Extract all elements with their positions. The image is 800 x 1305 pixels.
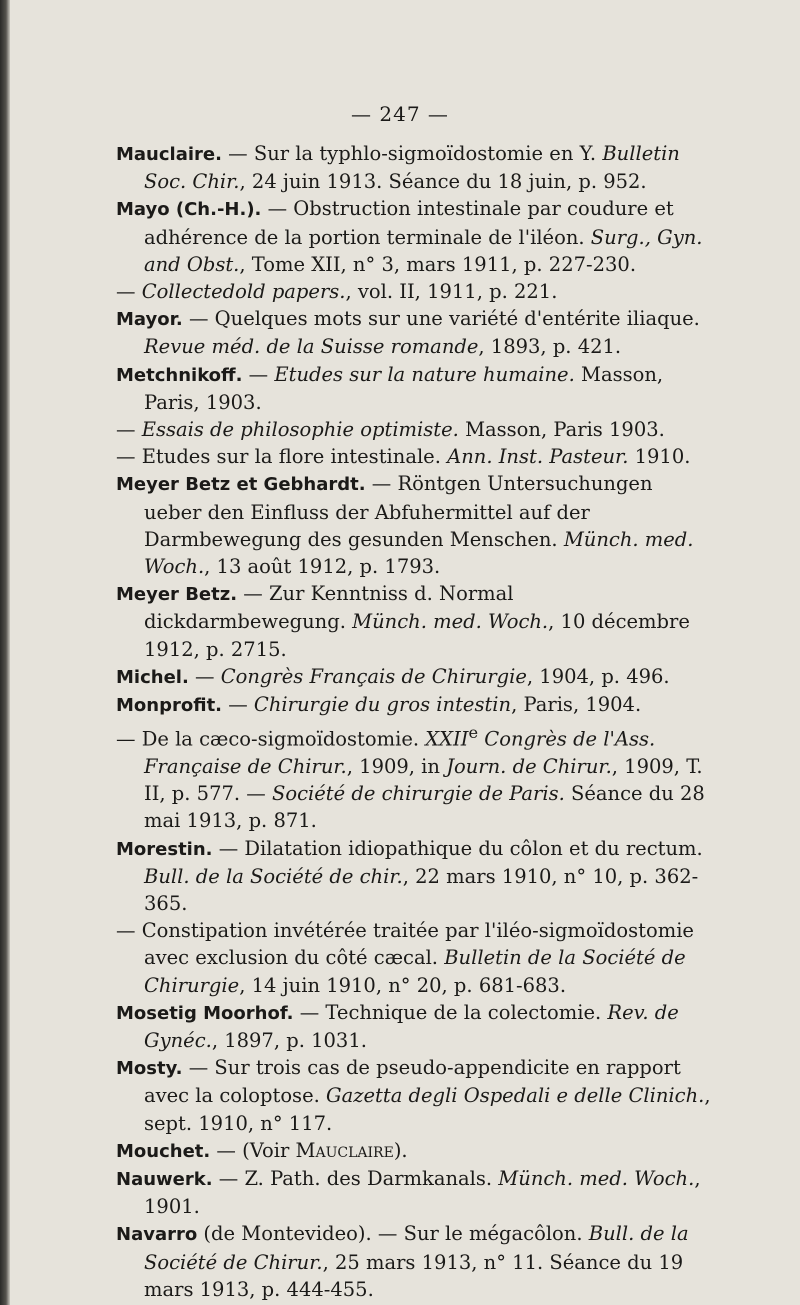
entry-author: Mayo (Ch.-H.).: [116, 199, 262, 221]
entry-text: —: [116, 418, 142, 442]
entry-author: Mouchet.: [116, 1140, 211, 1162]
citation-title: Rev. de Gynéc.: [144, 1000, 679, 1052]
entry-text: , 1904, p. 496.: [526, 664, 670, 688]
entry-text: , Tome XII, n° 3, mars 1911, p. 227-230.: [239, 252, 637, 276]
bibliography-subentry: [116, 719, 716, 834]
entry-text: — Etudes sur la flore intestinale.: [116, 445, 448, 469]
bibliography-entry: [116, 691, 716, 719]
bibliography-entry: [116, 1165, 716, 1220]
citation-title: XXII: [425, 727, 469, 751]
entry-text: — Technique de la colectomie.: [293, 1000, 608, 1024]
entry-author: Michel.: [116, 666, 189, 688]
entry-text: Masson, Paris, 1903.: [144, 362, 664, 414]
bibliography-entry: [116, 470, 716, 580]
entry-text: — Zur Kenntniss d. Normal dickdarmbewegung.: [144, 582, 514, 634]
citation-title: Münch. med. Woch.: [352, 610, 549, 634]
citation-title: Essais de philosophie optimiste.: [141, 418, 459, 442]
page-binding-edge: [0, 0, 10, 1305]
entry-text: — Quelques mots sur une variété d'entérite iliaque.: [182, 307, 700, 331]
entry-text: , 22 mars 1910, n° 10, p. 362-365.: [144, 864, 699, 915]
citation-title: Bull. de la Société de chir.: [144, 864, 403, 888]
entry-text: Masson, Paris 1903.: [458, 418, 665, 442]
bibliography-subentry: [116, 278, 716, 305]
entry-author: Morestin.: [116, 838, 213, 860]
bibliography-entry: [116, 835, 716, 918]
bibliography-subentry: [116, 443, 716, 470]
entry-text: —: [116, 280, 142, 304]
citation-title: Revue méd. de la Suisse romande: [144, 335, 479, 359]
entry-text: , 13 août 1912, p. 1793.: [204, 555, 441, 579]
entry-author: Monprofit.: [116, 695, 223, 717]
entry-text: — Dilatation idiopathique du côlon et du rectum.: [212, 836, 703, 860]
bibliography-entry: [116, 1220, 716, 1303]
entry-text: , 14 juin 1910, n° 20, p. 681-683.: [239, 973, 567, 997]
entry-text: —: [222, 693, 254, 717]
entry-author: Mayor.: [116, 309, 183, 331]
entry-text: — De la cæco-sigmoïdostomie.: [116, 727, 426, 751]
bibliography-entry: [116, 140, 716, 195]
entry-text: , sept. 1910, n° 117.: [144, 1084, 711, 1135]
page-number: — 247 —: [351, 102, 449, 126]
entry-author: Nauwerk.: [116, 1169, 213, 1191]
entry-author: Metchnikoff.: [116, 364, 243, 386]
entry-text: — Sur trois cas de pseudo-appendicite en rapport avec la coloptose.: [144, 1056, 681, 1108]
bibliography-entry: [116, 361, 716, 416]
citation-title: Congrès Français de Chirurgie: [220, 664, 527, 688]
bibliography-list: [116, 140, 716, 1303]
entry-text: e: [468, 723, 479, 743]
entry-author: Meyer Betz.: [116, 584, 238, 606]
bibliography-entry: [116, 305, 716, 360]
citation-title: Surg., Gyn. and Obst.: [144, 225, 703, 276]
citation-title: Gazetta degli Ospedali e delle Clinich.: [326, 1084, 705, 1108]
entry-author: Meyer Betz et Gebhardt.: [116, 474, 366, 496]
entry-text: — Sur la typhlo-sigmoïdostomie en Y.: [221, 142, 603, 165]
citation-title: Ann. Inst. Pasteur.: [447, 445, 629, 469]
entry-text: , 1909, T. II, p. 577. —: [144, 754, 703, 806]
citation-title: Congrès de l'Ass. Française de Chirur.: [144, 727, 656, 778]
citation-title: Bulletin de la Société de Chirurgie: [144, 946, 686, 997]
entry-text: —: [188, 664, 221, 688]
entry-text: — Z. Path. des Darmkanals.: [212, 1167, 499, 1191]
entry-text: — Obstruction intestinale par coudure et adhérence de la portion terminale de l'iléon.: [144, 197, 674, 249]
entry-author: Mosetig Moorhof.: [116, 1002, 294, 1024]
entry-text: , 24 juin 1913. Séance du 18 juin, p. 952.: [239, 170, 647, 194]
citation-title: Société de chirurgie de Paris.: [272, 782, 565, 806]
citation-title: Etudes sur la nature humaine.: [274, 362, 575, 386]
citation-title: Journ. de Chirur.: [446, 754, 612, 778]
bibliography-subentry: [116, 416, 716, 443]
entry-text: , 25 mars 1913, n° 11. Séance du 19 mars 1913, p. 444-455.: [144, 1250, 684, 1301]
bibliography-subentry: [116, 917, 716, 999]
entry-text: 1910.: [628, 445, 691, 469]
citation-title: Bull. de la Société de Chirur.: [144, 1222, 689, 1274]
entry-text: , 1901.: [144, 1167, 701, 1219]
citation-title: Bulletin Soc. Chir.: [144, 142, 680, 194]
bibliography-entry: [116, 663, 716, 691]
entry-text: , 1893, p. 421.: [478, 335, 622, 359]
entry-text: Mauclaire: [295, 1138, 394, 1162]
citation-title: Collectedold papers.: [141, 280, 346, 304]
entry-text: , vol. II, 1911, p. 221.: [345, 280, 558, 304]
entry-author: Mauclaire.: [116, 144, 222, 165]
entry-text: — (Voir: [210, 1138, 296, 1162]
citation-title: Chirurgie du gros intestin: [253, 693, 512, 717]
entry-text: ).: [393, 1138, 408, 1162]
entry-text: , 1897, p. 1031.: [211, 1029, 367, 1052]
citation-title: Münch. med. Woch.: [498, 1167, 695, 1191]
entry-text: — Constipation invétérée traitée par l'iléo-sigmoïdostomie avec exclusion du côté cæcal.: [116, 919, 694, 970]
entry-text: , Paris, 1904.: [511, 693, 642, 717]
entry-author: Mosty.: [116, 1058, 183, 1080]
entry-author: Navarro: [116, 1224, 198, 1246]
bibliography-entry: [116, 195, 716, 278]
entry-text: — Röntgen Untersuchungen ueber den Einfluss der Abfuhermittel auf der Darmbewegung des gesunden Menschen.: [144, 472, 653, 551]
bibliography-entry: [116, 999, 716, 1054]
bibliography-entry: [116, 580, 716, 663]
entry-text: , 1909, in: [346, 754, 447, 778]
bibliography-entry: [116, 1137, 716, 1165]
entry-text: (de Montevideo). — Sur le mégacôlon.: [197, 1222, 589, 1246]
entry-text: Séance du 28 mai 1913, p. 871.: [144, 782, 705, 833]
entry-text: , 10 décembre 1912, p. 2715.: [144, 610, 690, 661]
bibliography-entry: [116, 1054, 716, 1137]
citation-title: Münch. med. Woch.: [144, 527, 694, 579]
entry-text: —: [242, 362, 275, 386]
